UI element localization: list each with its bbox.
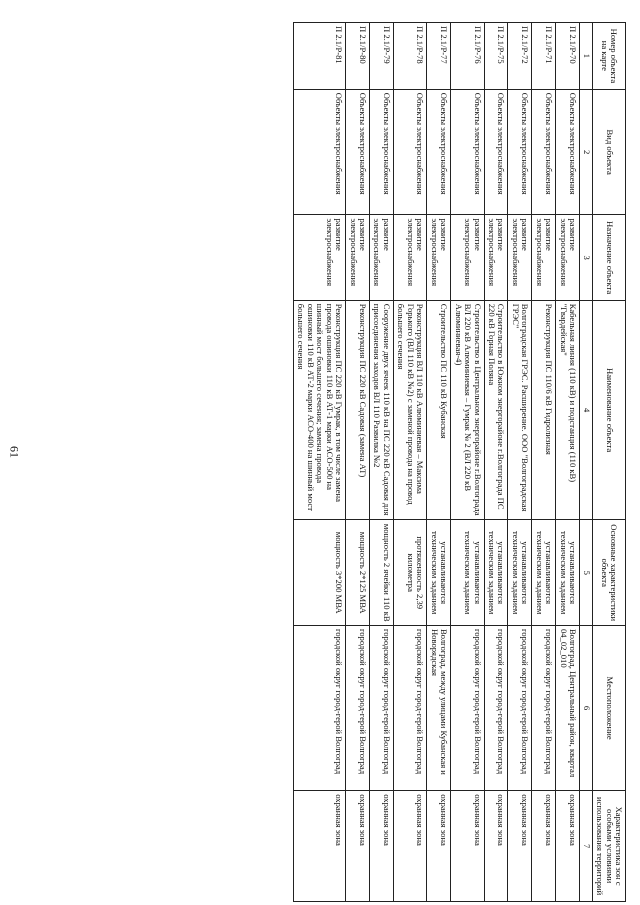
header-row: [592, 23, 625, 902]
column-number: 4: [580, 300, 592, 520]
object-purpose-cell: развитие электроснабжения: [427, 215, 451, 300]
table-body: [293, 23, 579, 902]
header-cell: Основные характеристики объекта: [592, 520, 625, 625]
object-type-cell: Объекты электроснабжения: [346, 89, 370, 215]
object-characteristics-cell: устанавливаются техническим заданием: [508, 520, 532, 625]
object-purpose-cell: развитие электроснабжения: [393, 215, 426, 300]
object-characteristics-cell: мощность 2 ячейки 110 кВ: [370, 520, 394, 625]
object-location-cell: городской округ город-герой Волгоград: [393, 625, 426, 790]
object-name-cell: Строительство в Южном энергорайоне г.Волгограда ПС 220 кВ Горная Поляна: [484, 300, 508, 520]
object-name-cell: Реконструкция ВЛ 110 кВ Алюминиевая – Максима Горького (ВЛ 110 кВ №2) с заменой провода на провод большего сечения: [393, 300, 426, 520]
column-number: 7: [580, 791, 592, 902]
object-number-cell: П 2.1/Р-79: [370, 23, 394, 90]
table-row: [427, 23, 451, 902]
header-cell: Вид объекта: [592, 89, 625, 215]
object-purpose-cell: развитие электроснабжения: [508, 215, 532, 300]
table-row: [393, 23, 426, 902]
object-name-cell: Реконструкция ПС 220 кВ Гумрак, в том числе замена провода ошиновки 110 кВ АТ-1 марки АСО-500 на шинный мост большего сечения; замена провода ошиновки 110 кВ АТ-2 марки АСО-400 на шинный мост большего сечения: [293, 300, 345, 520]
object-location-cell: Волгоград, между улицами Кубанская и Новорядская: [427, 625, 451, 790]
object-purpose-cell: развитие электроснабжения: [293, 215, 345, 300]
object-type-cell: Объекты электроснабжения: [293, 89, 345, 215]
table-row: [293, 23, 345, 902]
object-location-cell: городской округ город-герой Волгоград: [484, 625, 508, 790]
zone-characteristics-cell: охранная зона: [393, 791, 426, 902]
object-name-cell: Волгоградская ГРЭС. Расширение. ООО "Волгоградская ГРЭС": [508, 300, 532, 520]
object-purpose-cell: развитие электроснабжения: [484, 215, 508, 300]
object-purpose-cell: развитие электроснабжения: [556, 215, 580, 300]
object-location-cell: городской округ город-герой Волгоград: [508, 625, 532, 790]
rotated-document: [36, 22, 626, 902]
object-location-cell: Волгоград, Центральный район, квартал 04_02_010: [556, 625, 580, 790]
header-cell: Наименование объекта: [592, 300, 625, 520]
header-cell: Характеристика зон с особыми условиями использования территорий: [592, 791, 625, 902]
object-location-cell: городской округ город-герой Волгоград: [346, 625, 370, 790]
object-name-cell: Сооружение двух ячеек 110 кВ на ПС 220 кВ Садовая для присоединения заходов ВЛ 110 Развилка №2: [370, 300, 394, 520]
object-name-cell: Кабельная линия (110 кВ) и подстанция (110 кВ) "Гвардейская": [556, 300, 580, 520]
object-type-cell: Объекты электроснабжения: [556, 89, 580, 215]
object-name-cell: Строительство ПС 110 кВ Кубанская: [427, 300, 451, 520]
object-location-cell: городской округ город-герой Волгоград: [293, 625, 345, 790]
object-number-cell: П 2.1/Р-81: [293, 23, 345, 90]
column-number: 3: [580, 215, 592, 300]
column-number: 5: [580, 520, 592, 625]
table-row: [508, 23, 532, 902]
object-type-cell: Объекты электроснабжения: [508, 89, 532, 215]
object-purpose-cell: развитие электроснабжения: [346, 215, 370, 300]
object-characteristics-cell: мощность 3*200 МВА: [293, 520, 345, 625]
object-purpose-cell: развитие электроснабжения: [370, 215, 394, 300]
zone-characteristics-cell: охранная зона: [346, 791, 370, 902]
zone-characteristics-cell: охранная зона: [508, 791, 532, 902]
object-location-cell: городской округ город-герой Волгоград: [532, 625, 556, 790]
object-characteristics-cell: устанавливаются техническим заданием: [427, 520, 451, 625]
table-row: [451, 23, 484, 902]
table-row: [346, 23, 370, 902]
object-name-cell: Строительство в Центральном энергорайоне г.Волгограда ВЛ 220 кВ Алюминиевая – Гумрак № 2 (ВЛ 220 кВ Алюминиевая-4): [451, 300, 484, 520]
table-row: [370, 23, 394, 902]
object-number-cell: П 2.1/Р-75: [484, 23, 508, 90]
object-type-cell: Объекты электроснабжения: [451, 89, 484, 215]
object-number-cell: П 2.1/Р-77: [427, 23, 451, 90]
header-cell: Назначение объекта: [592, 215, 625, 300]
object-type-cell: Объекты электроснабжения: [427, 89, 451, 215]
object-number-cell: П 2.1/Р-78: [393, 23, 426, 90]
object-name-cell: Реконструкция ПС 110/6 кВ Гидролизная: [532, 300, 556, 520]
object-type-cell: Объекты электроснабжения: [393, 89, 426, 215]
object-number-cell: П 2.1/Р-71: [532, 23, 556, 90]
header-cell: Местоположение: [592, 625, 625, 790]
object-type-cell: Объекты электроснабжения: [370, 89, 394, 215]
zone-characteristics-cell: охранная зона: [556, 791, 580, 902]
zone-characteristics-cell: охранная зона: [427, 791, 451, 902]
object-number-cell: П 2.1/Р-80: [346, 23, 370, 90]
object-location-cell: городской округ город-герой Волгоград: [451, 625, 484, 790]
object-characteristics-cell: протяженность 2,39 километра: [393, 520, 426, 625]
header-cell: Номер объекта на карте: [592, 23, 625, 90]
object-number-cell: П 2.1/Р-76: [451, 23, 484, 90]
object-number-cell: П 2.1/Р-70: [556, 23, 580, 90]
zone-characteristics-cell: охранная зона: [451, 791, 484, 902]
object-characteristics-cell: устанавливаются техническим заданием: [556, 520, 580, 625]
column-number: 6: [580, 625, 592, 790]
zone-characteristics-cell: охранная зона: [484, 791, 508, 902]
table-row: [556, 23, 580, 902]
object-type-cell: Объекты электроснабжения: [532, 89, 556, 215]
object-purpose-cell: развитие электроснабжения: [532, 215, 556, 300]
column-number: 1: [580, 23, 592, 90]
object-purpose-cell: развитие электроснабжения: [451, 215, 484, 300]
objects-table: [293, 22, 626, 902]
object-location-cell: городской округ город-герой Волгоград: [370, 625, 394, 790]
object-characteristics-cell: устанавливаются техническим заданием: [451, 520, 484, 625]
table-row: [484, 23, 508, 902]
page-number: 61: [7, 446, 22, 458]
column-number: 2: [580, 89, 592, 215]
object-characteristics-cell: устанавливаются техническим заданием: [532, 520, 556, 625]
table-row: [532, 23, 556, 902]
zone-characteristics-cell: охранная зона: [532, 791, 556, 902]
object-number-cell: П 2.1/Р-72: [508, 23, 532, 90]
object-characteristics-cell: устанавливаются техническим заданием: [484, 520, 508, 625]
object-name-cell: Реконструкция ПС 220 кВ Садовая (замена АТ): [346, 300, 370, 520]
column-number-row: [580, 23, 592, 902]
object-type-cell: Объекты электроснабжения: [484, 89, 508, 215]
zone-characteristics-cell: охранная зона: [293, 791, 345, 902]
zone-characteristics-cell: охранная зона: [370, 791, 394, 902]
object-characteristics-cell: мощность 2*125 МВА: [346, 520, 370, 625]
